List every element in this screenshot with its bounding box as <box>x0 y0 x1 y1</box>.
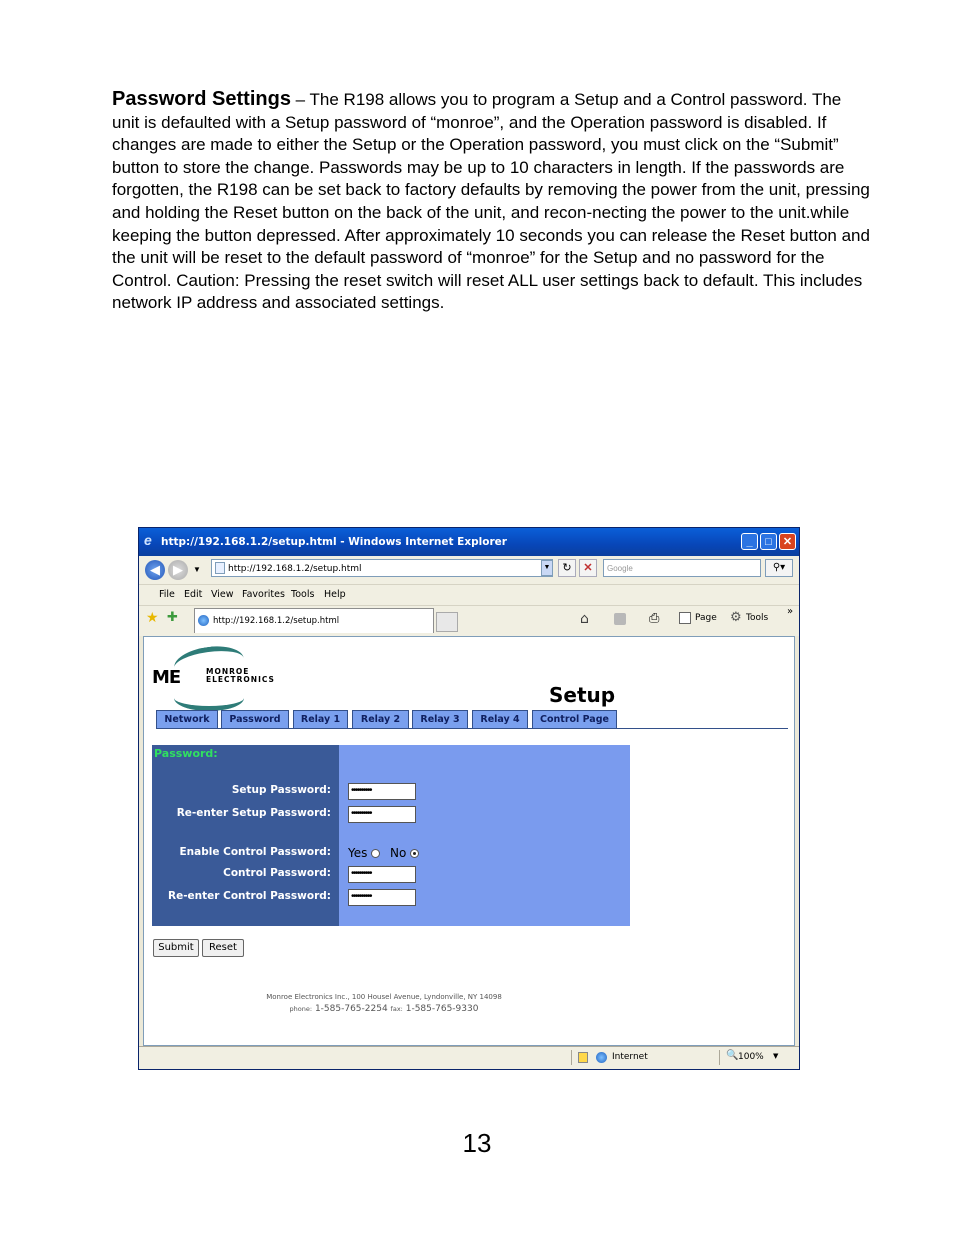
search-input[interactable]: Google <box>603 559 761 577</box>
logo-text <box>206 668 275 684</box>
reenter-control-password-input[interactable]: •••••••••• <box>348 889 416 906</box>
menu-favorites[interactable]: Favorites <box>242 589 285 600</box>
search-button[interactable]: ⚲▾ <box>765 559 793 577</box>
status-divider <box>571 1050 572 1065</box>
tab-toolbar <box>139 606 799 636</box>
reenter-setup-label: Re-enter Setup Password: <box>176 807 331 819</box>
ie-logo-icon: e <box>144 532 152 548</box>
enable-control-label: Enable Control Password: <box>179 846 331 858</box>
section-label: Password: <box>154 747 218 760</box>
tab-current[interactable] <box>194 608 434 633</box>
page-title: Setup <box>549 683 616 707</box>
minimize-button[interactable]: _ <box>741 533 758 550</box>
enable-control-radio-group <box>348 846 419 860</box>
close-button[interactable]: ✕ <box>779 533 796 550</box>
section-heading: Password Settings <box>112 88 291 110</box>
address-dropdown-button[interactable]: ▼ <box>541 560 553 576</box>
page-globe-icon <box>198 615 209 626</box>
reenter-control-label: Re-enter Control Password: <box>167 890 331 902</box>
status-bar <box>139 1046 799 1069</box>
home-icon[interactable]: ⌂ <box>580 611 589 627</box>
fax-number: 1-585-765-9330 <box>405 1004 479 1014</box>
zoom-dropdown-icon[interactable]: ▼ <box>773 1052 779 1060</box>
reset-button[interactable]: Reset <box>202 939 244 957</box>
address-text: http://192.168.1.2/setup.html <box>228 564 362 574</box>
radio-no-label: No <box>390 846 407 860</box>
setup-password-input[interactable]: •••••••••• <box>348 783 416 800</box>
window-title: http://192.168.1.2/setup.html - Windows Internet Explorer <box>161 536 507 548</box>
password-settings-paragraph <box>112 88 872 315</box>
radio-yes[interactable] <box>371 849 380 858</box>
security-zone[interactable]: Internet <box>612 1052 648 1062</box>
tools-menu[interactable]: Tools <box>746 613 769 623</box>
footer-phone <box>144 1004 624 1014</box>
fax-label: fax: <box>390 1005 403 1013</box>
print-icon[interactable]: ⎙ <box>649 611 660 626</box>
control-password-input[interactable]: •••••••••• <box>348 866 416 883</box>
tab-relay-1[interactable]: Relay 1 <box>293 710 348 729</box>
nav-underline <box>156 728 788 729</box>
radio-yes-label: Yes <box>348 846 368 860</box>
browser-window <box>138 527 800 1070</box>
menu-view[interactable]: View <box>211 589 234 600</box>
address-toolbar <box>139 556 799 584</box>
zoom-level[interactable]: 100% <box>738 1052 764 1062</box>
history-dropdown-icon[interactable]: ▼ <box>193 565 201 574</box>
phone-number: 1-585-765-2254 <box>314 1004 388 1014</box>
add-favorite-icon[interactable]: ✚ <box>167 610 178 625</box>
footer-address: Monroe Electronics Inc., 100 Housel Avenue, Lyndonville, NY 14098 <box>266 993 502 1001</box>
logo-arc-bottom <box>174 685 244 711</box>
address-bar[interactable] <box>211 559 553 577</box>
menu-file[interactable]: File <box>159 589 175 600</box>
page-number: 13 <box>462 1128 492 1158</box>
feeds-icon[interactable] <box>614 613 626 625</box>
tab-relay-4[interactable]: Relay 4 <box>472 710 528 729</box>
stop-button[interactable]: ✕ <box>579 559 597 577</box>
label-column <box>152 745 339 926</box>
paragraph-body: – The R198 allows you to program a Setup and a Control password. The unit is defaulted with a Setup password of “monroe”, and the Operation password is disabled. If changes are made to either the Setup or the Operation password, you must click on the “Submit” button to store the change. Passwords may be up to 10 characters in length. If the passwords are forgotten, the R198 can be set back to factory defaults by removing the power from the unit, pressing and holding the Reset button on the back of the unit, and recon-necting the power to the unit.while keeping the button depressed. After approximately 10 seconds you can release the Reset button and the unit will be reset to the default password of “monroe” for the Setup and no password for the Control. Caution: Pressing the reset switch will reset ALL user settings back to default. This includes network IP address and associated settings. <box>112 90 870 313</box>
phone-label: phone: <box>289 1005 313 1013</box>
page-icon <box>215 562 225 574</box>
page-menu-icon <box>679 612 691 624</box>
logo-mark: ME <box>152 667 181 688</box>
gear-icon: ⚙ <box>730 610 742 625</box>
chevron-more-icon[interactable]: » <box>787 606 794 617</box>
reenter-setup-password-input[interactable]: •••••••••• <box>348 806 416 823</box>
menu-help[interactable]: Help <box>324 589 346 600</box>
tab-control-page[interactable]: Control Page <box>532 710 617 729</box>
submit-button[interactable]: Submit <box>153 939 199 957</box>
zoom-icon: 🔍 <box>726 1050 739 1061</box>
menu-tools[interactable]: Tools <box>291 589 315 600</box>
tab-relay-2[interactable]: Relay 2 <box>352 710 409 729</box>
logo-line-1: MONROE <box>206 667 250 676</box>
title-bar[interactable] <box>139 528 799 556</box>
radio-no[interactable] <box>410 849 419 858</box>
tab-network[interactable]: Network <box>156 710 218 729</box>
tab-relay-3[interactable]: Relay 3 <box>412 710 468 729</box>
logo-line-2: ELECTRONICS <box>206 675 275 684</box>
maximize-button[interactable]: □ <box>760 533 777 550</box>
page-menu[interactable]: Page <box>695 613 717 623</box>
page-viewport <box>143 636 795 1046</box>
protected-mode-icon <box>578 1052 588 1063</box>
internet-zone-icon <box>596 1052 607 1063</box>
favorites-star-icon[interactable]: ★ <box>146 610 159 626</box>
new-tab-button[interactable] <box>436 612 458 632</box>
tab-title: http://192.168.1.2/setup.html <box>213 616 340 626</box>
back-button[interactable]: ◀ <box>145 560 165 580</box>
menu-bar <box>139 584 799 606</box>
tab-password[interactable]: Password <box>221 710 289 729</box>
password-form <box>152 745 630 926</box>
forward-button[interactable]: ▶ <box>168 560 188 580</box>
refresh-button[interactable]: ↻ <box>558 559 576 577</box>
status-divider <box>719 1050 720 1065</box>
control-password-label: Control Password: <box>223 867 331 879</box>
setup-password-label: Setup Password: <box>231 784 331 796</box>
menu-edit[interactable]: Edit <box>184 589 203 600</box>
